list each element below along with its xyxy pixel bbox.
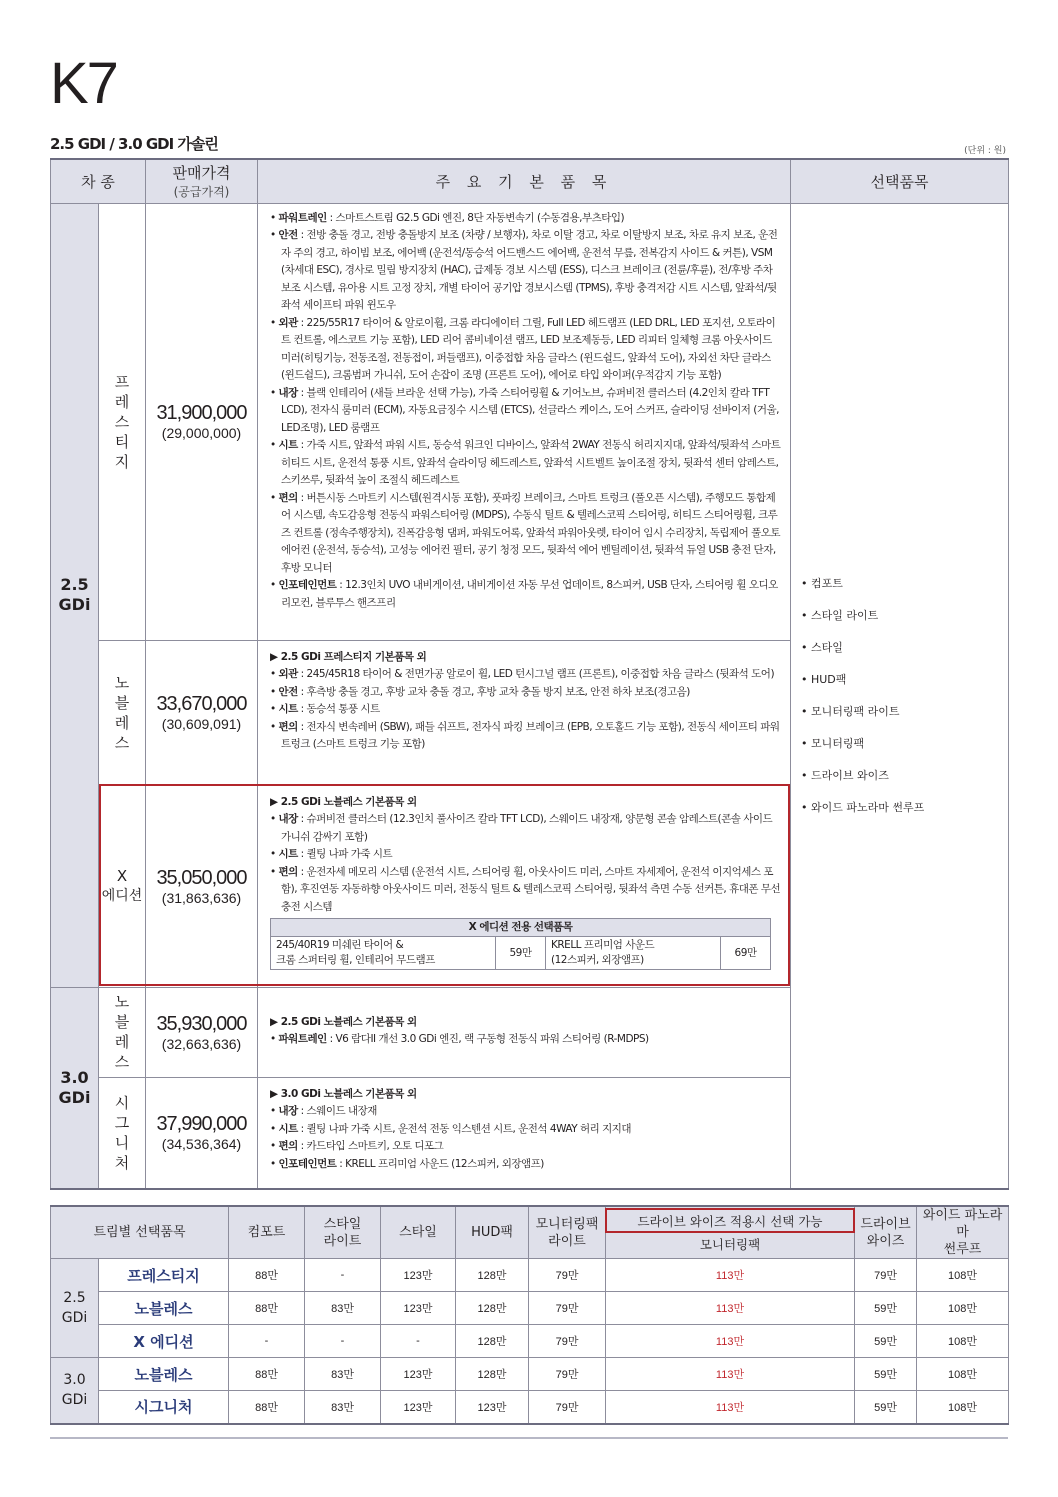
feature-text: : 동승석 통풍 시트: [297, 703, 380, 715]
feature-label: 편의: [278, 1140, 298, 1152]
feature-text: : 전자식 변속레버 (SBW), 패들 쉬프트, 전자식 파킹 브레이크 (EPB, 오토홀드 기능 포함), 전동식 세이프티 파워 트렁크 (스마트 트렁크 기능 포함): [281, 720, 780, 750]
option-row: [51, 1259, 1009, 1292]
feature-item: • 파워트레인 : V6 람다II 개선 3.0 GDi 엔진, 랙 구동형 전동식 파워 스티어링 (R-MDPS): [270, 1033, 649, 1045]
feature-item: • 편의 : 운전자세 메모리 시스템 (운전석 시트, 스티어링 휠, 아웃사이드 미러, 스마트 자세제어, 운전석 이지억세스 포함), 후진연동 자동하향 아웃사이드 미러, 전동식 틸트 & 텔레스코픽 스티어링, 뒷좌석 측면 수동 선커튼, 휴대폰 무선충전 시스템: [270, 865, 781, 913]
price-signature: [146, 1077, 258, 1189]
option-engine-2-5: [51, 1259, 99, 1358]
feature-item: • 편의 : 카드타입 스마트키, 오토 디포그: [270, 1140, 444, 1152]
option-price-comfort: 88만: [229, 1358, 305, 1391]
header-car-type: 차 종: [51, 159, 146, 203]
option-row: [51, 1292, 1009, 1325]
header-monitor-light: [529, 1206, 606, 1259]
feature-item: • 외관 : 225/55R17 타이어 & 알로이휠, 크롬 라디에이터 그릴, Full LED 헤드램프 (LED DRL, LED 포지션, 오토라이트 컨트롤, 에스코트 기능 포함), LED 리어 콤비네이션 램프, LED 보조제동등, LED 리피터 일체형 크롬 아웃사이드 미러(히팅기능, 전동조절, 전동접이, 퍼들램프), 이중접합 차음 글라스 (윈드쉴드, 앞좌석 도어), 자외선 차단 글라스 (윈드쉴드), 크롬범퍼 가니쉬, 도어 손잡이 조명 (프론트 도어), 에어로 타입 와이퍼(우적감지 기능 포함): [270, 316, 776, 381]
feature-label: 인포테인먼트: [278, 1157, 337, 1170]
header-line: 와이드 파노라마: [922, 1208, 1003, 1240]
exclusive-option-price: 59만: [496, 937, 546, 970]
feature-item: • 시트 : 동승석 통풍 시트: [270, 703, 380, 715]
option-trim-name: 프레스티지: [99, 1259, 229, 1292]
feature-text: : 퀼팅 나파 가죽 시트, 운전석 전동 익스텐션 시트, 운전석 4WAY 허리 지지대: [297, 1122, 632, 1135]
header-line: 드라이브: [860, 1216, 911, 1232]
option-row: [51, 1358, 1009, 1391]
option-price-monitor: 113만: [606, 1325, 855, 1358]
header-monitoring-pack: [606, 1206, 855, 1259]
feature-text: : 버튼시동 스마트키 시스템(원격시동 포함), 풋파킹 브레이크, 스마트 트렁크 (풀오픈 시스템), 주행모드 통합제어 시스템, 속도감응형 전동식 파워스티어링 (MDPS), 수동식 틸트 & 텔레스코픽 스티어링, 히티드 스티어링휠, 크루즈 컨트롤 (정속주행장치), 진폭감응형 댐퍼, 파워도어록, 앞좌석 파워아웃렛, 타이어 임시 수리장치, 독립제어 풀오토 에어컨 (운전석, 동승석), 고성능 에어컨 필터, 공기 청정 모드, 뒷좌석 에어 벤틸레이션, 뒷좌석 듀얼 USB 충전 단자, 후방 모니터: [281, 491, 781, 574]
feature-item: • 내장 : 블랙 인테리어 (새들 브라운 선택 가능), 가죽 스티어링휠 & 기어노브, 슈퍼비전 클러스터 (4.2인치 칼라 TFT LCD), 전자식 룸미러 (ECM), 자동요금징수 시스템 (ETCS), 선글라스 케이스, 도어 스커프, 슬라이딩 선바이저 (거울, LED조명), LED 룸램프: [270, 386, 780, 434]
option-price-comfort: 88만: [229, 1292, 305, 1325]
option-price-style: 123만: [381, 1358, 456, 1391]
option-row: [51, 1325, 1009, 1358]
option-price-monitor: 113만: [606, 1259, 855, 1292]
features-prestige: [258, 203, 791, 640]
header-drive-wise: [855, 1206, 917, 1259]
sale-price: 31,900,000: [156, 402, 247, 424]
trim-row-prestige: [51, 203, 1009, 640]
option-price-style: -: [381, 1325, 456, 1358]
option-line: 크롬 스퍼터링 휠, 인테리어 무드램프: [276, 954, 435, 966]
option-price-style-light: 83만: [305, 1391, 381, 1424]
header-price: [146, 159, 258, 203]
option-price-monitor: 113만: [606, 1292, 855, 1325]
option-price-comfort: 88만: [229, 1259, 305, 1292]
feature-text: : 245/45R18 타이어 & 전면가공 알로이 휠, LED 턴시그널 램프 (프론트), 이중접합 차음 글라스 (뒷좌석 도어): [297, 668, 775, 680]
feature-text: : KRELL 프리미엄 사운드 (12스피커, 외장앰프): [336, 1157, 544, 1170]
option-item: • 드라이브 와이즈: [801, 768, 889, 782]
price-prestige: [146, 203, 258, 640]
feature-label: 안전: [278, 229, 298, 241]
feature-label: 편의: [278, 720, 298, 733]
features-noblesse-30: [258, 987, 791, 1077]
supply-price: (32,663,636): [161, 1035, 242, 1052]
feature-text: : 스마트스트림 G2.5 GDi 엔진, 8단 자동변속기 (수동겸용,부츠타입): [326, 211, 625, 224]
trim-name: 시그니처: [114, 1093, 130, 1172]
sale-price: 35,930,000: [156, 1012, 247, 1035]
feature-item: • 편의 : 버튼시동 스마트키 시스템(원격시동 포함), 풋파킹 브레이크, 스마트 트렁크 (풀오픈 시스템), 주행모드 통합제어 시스템, 속도감응형 전동식 파워스티어링 (MDPS), 수동식 틸트 & 텔레스코픽 스티어링, 히티드 스티어링휠, 크루즈 컨트롤 (정속주행장치), 진폭감응형 댐퍼, 파워도어록, 앞좌석 파워아웃렛, 타이어 임시 수리장치, 독립제어 풀오토 에어컨 (운전석, 동승석), 고성능 에어컨 필터, 공기 청정 모드, 뒷좌석 에어 벤틸레이션, 뒷좌석 듀얼 USB 충전 단자, 후방 모니터: [270, 491, 781, 574]
option-price-monitor-light: 79만: [529, 1358, 606, 1391]
option-item: • 스타일 라이트: [801, 608, 879, 622]
option-price-hud: 123만: [456, 1391, 529, 1424]
feature-text: : 퀼팅 나파 가죽 시트: [297, 848, 393, 860]
header-comfort: 컴포트: [229, 1206, 305, 1259]
option-line: (12스피커, 외장앰프): [551, 954, 644, 966]
option-price-hud: 128만: [456, 1325, 529, 1358]
feature-label: 내장: [278, 1105, 298, 1117]
header-price-sub: (공급가격): [173, 185, 230, 200]
feature-item: • 편의 : 전자식 변속레버 (SBW), 패들 쉬프트, 전자식 파킹 브레이크 (EPB, 오토홀드 기능 포함), 전동식 세이프티 파워 트렁크 (스마트 트렁크 기능 포함): [270, 720, 780, 750]
engine-line: GDi: [61, 1310, 88, 1326]
feature-label: 파워트레인: [278, 211, 327, 224]
option-table-header: [51, 1206, 1009, 1259]
feature-label: 시트: [278, 1122, 298, 1135]
feature-item: • 인포테인먼트 : 12.3인치 UVO 내비게이션, 내비게이션 자동 무선 업데이트, 8스피커, USB 단자, 스티어링 휠 오디오 리모컨, 블루투스 핸즈프리: [270, 579, 778, 609]
feature-item: • 내장 : 슈퍼비전 클러스터 (12.3인치 풀사이즈 칼라 TFT LCD), 스웨이드 내장재, 양문형 콘솔 암레스트(콘솔 사이드 가니쉬 감싸기 포함): [270, 813, 773, 843]
supply-price: (31,863,636): [161, 889, 242, 906]
trim-name: 노블레스: [114, 673, 130, 752]
supply-price: (34,536,364): [161, 1136, 242, 1153]
option-item: • 컴포트: [801, 576, 843, 590]
option-row: [51, 1391, 1009, 1424]
price-table: [50, 158, 1009, 1190]
feature-text: : 전방 충돌 경고, 전방 충돌방지 보조 (차량 / 보행자), 차로 이탈 경고, 차로 이탈방지 보조, 차로 유지 보조, 운전자 주의 경고, 하이빔 보조, 에어백 (운전석/동승석 어드밴스드 에어백, 운전석 무릎, 전복감지 사이드 & 커튼), VSM (차세대 ESC), 경사로 밀림 방지장치 (HAC), 급제동 경보 시스템 (ESS), 디스크 브레이크 (전륜/후륜), 전/후방 주차보조 시스템, 유아용 시트 고정 장치, 개별 타이어 공기압 경보시스템 (TPMS), 후방 충격저감 시트 시스템, 앞좌석/뒷좌석 세이프티 파워 윈도우: [281, 229, 778, 311]
header-wide-sunroof: [917, 1206, 1009, 1259]
header-line: 라이트: [323, 1233, 362, 1249]
option-item: • HUD팩: [801, 672, 847, 686]
option-price-sunroof: 108만: [917, 1259, 1009, 1292]
option-trim-name: 시그니처: [99, 1391, 229, 1424]
option-price-sunroof: 108만: [917, 1292, 1009, 1325]
option-price-style-light: -: [305, 1259, 381, 1292]
trim-name: 노블레스: [114, 993, 130, 1071]
engine-line: 2.5: [63, 1290, 86, 1306]
option-price-monitor: 113만: [606, 1391, 855, 1424]
option-price-monitor-light: 79만: [529, 1391, 606, 1424]
trim-name-line2: 에디션: [101, 888, 143, 904]
header-line: 모니터링팩: [535, 1216, 599, 1232]
price-table-header: [51, 159, 1009, 203]
option-price-drive-wise: 79만: [855, 1259, 917, 1292]
trim-name-noblesse: [99, 640, 146, 785]
feature-text: : 12.3인치 UVO 내비게이션, 내비게이션 자동 무선 업데이트, 8스피커, USB 단자, 스티어링 휠 오디오 리모컨, 블루투스 핸즈프리: [281, 579, 778, 609]
feature-label: 내장: [278, 386, 298, 399]
option-price-style-light: 83만: [305, 1358, 381, 1391]
supply-price: (29,000,000): [161, 425, 242, 441]
header-line: 썬루프: [943, 1242, 982, 1257]
header-monitor: 모니터링팩: [699, 1236, 761, 1252]
header-features: 주 요 기 본 품 목: [258, 159, 791, 203]
base-features-note: ▶ 2.5 GDi 프레스티지 기본품목 외: [270, 650, 427, 663]
base-features-note: ▶ 2.5 GDi 노블레스 기본품목 외: [270, 795, 417, 808]
option-price-style: 123만: [381, 1259, 456, 1292]
feature-item: • 시트 : 가죽 시트, 앞좌석 파워 시트, 동승석 워크인 디바이스, 앞좌석 2WAY 전동식 허리지지대, 앞좌석/뒷좌석 스마트 히티드 시트, 운전석 통풍 시트, 앞좌석 슬라이딩 헤드레스트, 앞좌석 시트벨트 높이조절 장치, 뒷좌석 센터 암레스트, 스키쓰루, 뒷좌석 높이 조절식 헤드레스트: [270, 439, 781, 486]
header-style: 스타일: [381, 1206, 456, 1259]
sale-price: 37,990,000: [156, 1113, 247, 1136]
trim-name: 프레스티지: [114, 372, 130, 471]
option-price-table: [50, 1205, 1009, 1425]
option-price-hud: 128만: [456, 1292, 529, 1325]
price-noblesse-30: [146, 987, 258, 1077]
exclusive-option-wheels: [271, 937, 496, 970]
trim-name-line1: X: [116, 867, 128, 885]
feature-label: 외관: [278, 316, 298, 329]
supply-price: (30,609,091): [161, 716, 242, 732]
feature-label: 내장: [278, 813, 298, 825]
header-line: 와이즈: [866, 1233, 905, 1249]
feature-label: 시트: [278, 703, 298, 715]
feature-label: 안전: [278, 685, 298, 698]
option-item: • 와이드 파노라마 썬루프: [801, 800, 925, 814]
engine-3-0-gdi: [51, 987, 99, 1189]
option-price-style-light: 83만: [305, 1292, 381, 1325]
feature-item: • 인포테인먼트 : KRELL 프리미엄 사운드 (12스피커, 외장앰프): [270, 1157, 544, 1170]
header-options: 선택품목: [791, 159, 1009, 203]
engine-2-5-gdi: [51, 203, 99, 987]
feature-label: 편의: [278, 865, 298, 878]
feature-label: 시트: [278, 439, 298, 451]
feature-item: • 시트 : 퀼팅 나파 가죽 시트: [270, 848, 393, 860]
features-signature: [258, 1077, 791, 1189]
option-trim-name: 노블레스: [99, 1358, 229, 1391]
feature-text: : 운전자세 메모리 시스템 (운전석 시트, 스티어링 휠, 아웃사이드 미러, 스마트 자세제어, 운전석 이지억세스 포함), 후진연동 자동하향 아웃사이드 미러, 전동식 틸트 & 텔레스코픽 스티어링, 뒷좌석 측면 수동 선커튼, 휴대폰 무선충전 시스템: [281, 865, 781, 913]
option-price-monitor: 113만: [606, 1358, 855, 1391]
option-price-hud: 128만: [456, 1259, 529, 1292]
header-price-label: 판매가격: [172, 164, 231, 183]
feature-text: : 블랙 인테리어 (새들 브라운 선택 가능), 가죽 스티어링휠 & 기어노브, 슈퍼비전 클러스터 (4.2인치 칼라 TFT LCD), 전자식 룸미러 (ECM), 자동요금징수 시스템 (ETCS), 선글라스 케이스, 도어 스커프, 슬라이딩 선바이저 (거울, LED조명), LED 룸램프: [281, 386, 780, 434]
option-price-drive-wise: 59만: [855, 1358, 917, 1391]
sale-price: 33,670,000: [156, 693, 247, 715]
option-price-monitor-light: 79만: [529, 1325, 606, 1358]
option-item: • 스타일: [801, 640, 843, 654]
option-price-hud: 128만: [456, 1358, 529, 1391]
drive-wise-required-note: 드라이브 와이즈 적용시 선택 가능: [605, 1208, 855, 1233]
trim-name-signature: [99, 1077, 146, 1189]
option-trim-name: X 에디션: [99, 1325, 229, 1358]
x-edition-exclusive-options: [270, 918, 771, 970]
trim-name-noblesse: [99, 987, 146, 1077]
option-price-style-light: -: [305, 1325, 381, 1358]
features-noblesse: [258, 640, 791, 785]
trim-name-x-edition: [99, 785, 146, 987]
option-price-sunroof: 108만: [917, 1358, 1009, 1391]
engine-line: 3.0: [63, 1372, 86, 1389]
option-price-comfort: -: [229, 1325, 305, 1358]
header-line: 스타일: [323, 1216, 362, 1232]
options-list: [801, 568, 1008, 824]
option-trim-name: 노블레스: [99, 1292, 229, 1325]
feature-label: 인포테인먼트: [278, 579, 337, 591]
feature-item: • 시트 : 퀼팅 나파 가죽 시트, 운전석 전동 익스텐션 시트, 운전석 4WAY 허리 지지대: [270, 1122, 632, 1135]
option-price-comfort: 88만: [229, 1391, 305, 1424]
base-features-note: ▶ 2.5 GDi 노블레스 기본품목 외: [270, 1015, 417, 1028]
option-line: KRELL 프리미엄 사운드: [551, 939, 655, 951]
exclusive-option-price: 69만: [721, 937, 771, 970]
option-price-style: 123만: [381, 1292, 456, 1325]
option-price-sunroof: 108만: [917, 1325, 1009, 1358]
option-price-monitor-light: 79만: [529, 1259, 606, 1292]
unit-note: (단위 : 원): [964, 146, 1006, 156]
feature-label: 파워트레인: [278, 1033, 327, 1045]
feature-text: : 가죽 시트, 앞좌석 파워 시트, 동승석 워크인 디바이스, 앞좌석 2WAY 전동식 허리지지대, 앞좌석/뒷좌석 스마트 히티드 시트, 운전석 통풍 시트, 앞좌석 슬라이딩 헤드레스트, 앞좌석 시트벨트 높이조절 장치, 뒷좌석 센터 암레스트, 스키쓰루, 뒷좌석 높이 조절식 헤드레스트: [281, 439, 781, 486]
feature-label: 시트: [278, 848, 298, 860]
feature-item: • 안전 : 후측방 충돌 경고, 후방 교차 충돌 경고, 후방 교차 충돌 방지 보조, 안전 하차 보조(경고음): [270, 685, 690, 698]
header-style-light: [305, 1206, 381, 1259]
page-title: K7: [50, 51, 117, 116]
section-subtitle: 2.5 GDI / 3.0 GDI 가솔린: [50, 135, 218, 153]
features-x-edition: [258, 785, 791, 987]
feature-text: : 스웨이드 내장재: [297, 1105, 377, 1117]
feature-item: • 외관 : 245/45R18 타이어 & 전면가공 알로이 휠, LED 턴시그널 램프 (프론트), 이중접합 차음 글라스 (뒷좌석 도어): [270, 668, 775, 680]
exclusive-options-title: X 에디션 전용 선택품목: [271, 919, 771, 937]
feature-text: : 슈퍼비전 클러스터 (12.3인치 풀사이즈 칼라 TFT LCD), 스웨이드 내장재, 양문형 콘솔 암레스트(콘솔 사이드 가니쉬 감싸기 포함): [281, 813, 773, 843]
option-price-drive-wise: 59만: [855, 1325, 917, 1358]
trim-name-prestige: [99, 203, 146, 640]
header-hud: HUD팩: [456, 1206, 529, 1259]
options-list-cell: [791, 203, 1009, 1189]
feature-label: 편의: [278, 491, 298, 504]
engine-label: 2.5 GDi: [58, 575, 91, 614]
engine-line: GDi: [61, 1392, 88, 1409]
base-features-note: ▶ 3.0 GDi 노블레스 기본품목 외: [270, 1087, 417, 1100]
feature-text: : V6 람다II 개선 3.0 GDi 엔진, 랙 구동형 전동식 파워 스티어링 (R-MDPS): [326, 1033, 649, 1045]
feature-item: • 내장 : 스웨이드 내장재: [270, 1105, 377, 1117]
exclusive-option-sound: [546, 937, 721, 970]
option-item: • 모니터링팩 라이트: [801, 704, 900, 718]
option-price-sunroof: 108만: [917, 1391, 1009, 1424]
feature-text: : 카드타입 스마트키, 오토 디포그: [297, 1140, 444, 1152]
option-price-monitor-light: 79만: [529, 1292, 606, 1325]
option-line: 245/40R19 미쉐린 타이어 &: [276, 939, 404, 951]
option-price-style: 123만: [381, 1391, 456, 1424]
option-price-drive-wise: 59만: [855, 1292, 917, 1325]
price-noblesse: [146, 640, 258, 785]
feature-item: • 파워트레인 : 스마트스트림 G2.5 GDi 엔진, 8단 자동변속기 (수동겸용,부츠타입): [270, 211, 625, 224]
engine-label: 3.0 GDi: [58, 1067, 91, 1107]
feature-item: • 안전 : 전방 충돌 경고, 전방 충돌방지 보조 (차량 / 보행자), 차로 이탈 경고, 차로 이탈방지 보조, 차로 유지 보조, 운전자 주의 경고, 하이빔 보조, 에어백 (운전석/동승석 어드밴스드 에어백, 운전석 무릎, 전복감지 사이드 & 커튼), VSM (차세대 ESC), 경사로 밀림 방지장치 (HAC), 급제동 경보 시스템 (ESS), 디스크 브레이크 (전륜/후륜), 전/후방 주차보조 시스템, 유아용 시트 고정 장치, 개별 타이어 공기압 경보시스템 (TPMS), 후방 충격저감 시트 시스템, 앞좌석/뒷좌석 세이프티 파워 윈도우: [270, 229, 778, 311]
feature-text: : 225/55R17 타이어 & 알로이휠, 크롬 라디에이터 그릴, Full LED 헤드램프 (LED DRL, LED 포지션, 오토라이트 컨트롤, 에스코트 기능 포함), LED 리어 콤비네이션 램프, LED 보조제동등, LED 리피터 일체형 크롬 아웃사이드 미러(히팅기능, 전동조절, 전동접이, 퍼들램프), 이중접합 차음 글라스 (윈드쉴드, 앞좌석 도어), 자외선 차단 글라스 (윈드쉴드), 크롬범퍼 가니쉬, 도어 손잡이 조명 (프론트 도어), 에어로 타입 와이퍼(우적감지 기능 포함): [281, 316, 776, 381]
header-line: 라이트: [548, 1233, 586, 1249]
bottom-rule: [50, 1437, 1008, 1439]
option-price-drive-wise: 59만: [855, 1391, 917, 1424]
option-item: • 모니터링팩: [801, 736, 865, 750]
sale-price: 35,050,000: [156, 866, 247, 889]
price-x-edition: [146, 785, 258, 987]
feature-text: : 후측방 충돌 경고, 후방 교차 충돌 경고, 후방 교차 충돌 방지 보조, 안전 하차 보조(경고음): [297, 685, 690, 698]
feature-label: 외관: [278, 668, 298, 680]
header-trim-options: 트림별 선택품목: [51, 1206, 229, 1259]
option-engine-3-0: [51, 1358, 99, 1424]
